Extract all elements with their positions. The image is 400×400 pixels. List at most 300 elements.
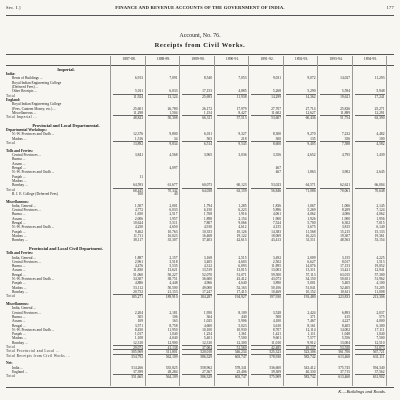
cell-value: 356 (344, 136, 350, 141)
cell-value: 71,086 (286, 188, 316, 193)
row-label: Bengal ... (12, 323, 26, 328)
cell-value: 4,062 (376, 212, 385, 217)
cell-value: 4,000 (376, 319, 385, 324)
cell-value: 40 (173, 191, 178, 196)
cell-value: 37,004 (182, 345, 212, 350)
cell-value: 5,268 (272, 89, 281, 94)
cell-value: 575 (379, 314, 385, 319)
row-label: Punjab ... (12, 281, 26, 286)
cell-value: 43,412 (236, 277, 247, 282)
cell-value: 2,645 (376, 170, 385, 175)
row-label: Royal Indian Engineering College (12, 102, 62, 107)
cell-value: 9,270 (307, 132, 316, 137)
cell-value: 8,540 (203, 76, 212, 81)
cell-value: 68,445 (113, 188, 143, 193)
cell-value: 11,830 (133, 268, 143, 273)
cell-value: 4,040 (169, 336, 178, 341)
cell-value: 10,930 (236, 327, 247, 332)
cell-value: 59,500 (271, 272, 281, 277)
cell-value: 9,327 (238, 132, 247, 137)
cell-value: 3,036 (238, 153, 247, 158)
cell-value: 561,706 (320, 349, 350, 354)
cell-value: 18,069 (271, 233, 281, 238)
cell-value: 10,763 (167, 229, 178, 234)
cell-value: 64,593 (133, 183, 143, 188)
cell-value: 62,621 (340, 183, 350, 188)
cell-value: 3,528 (272, 310, 281, 315)
cell-value: 10,469 (271, 289, 281, 294)
section-heading: Provincial and Local Civil Department. (29, 246, 103, 252)
cell-value: 53,112 (133, 285, 143, 290)
cell-value: 9,800 (169, 132, 178, 137)
account-number: Account, No. 76. (179, 33, 221, 39)
cell-value: 17,153 (202, 89, 212, 94)
table-subtitle: Receipts from Civil Works. (154, 42, 246, 49)
cell-value: 3,405 (203, 259, 212, 264)
cell-value: 613,460 (320, 374, 350, 379)
cell-value: 2,037 (376, 310, 385, 315)
cell-value: 1,006 (341, 203, 350, 208)
column-header: 1888-89. (156, 57, 171, 61)
row-label: Burma ... (12, 264, 26, 269)
cell-value: 305 (137, 314, 143, 319)
cell-value: 2,502 (272, 259, 281, 264)
cell-value: 51,041 (305, 285, 316, 290)
cell-value: 1,957 (169, 216, 178, 221)
cell-value: 43,413 (271, 238, 281, 243)
cell-value: 12,300 (236, 340, 247, 345)
cell-value: 1,887 (134, 255, 143, 260)
cell-value: 17,415 (236, 289, 247, 294)
cell-value: 2,204 (134, 310, 143, 315)
cell-value: 5,906 (238, 319, 247, 324)
cell-value: 8,209 (341, 208, 350, 213)
row-label: Total Receipts from Civil Works ... (6, 353, 71, 358)
cell-value: 1,421 (272, 332, 281, 337)
row-label: N.-W. Provinces and Oudh ... (12, 277, 55, 282)
cell-value: 3,492 (272, 255, 281, 260)
cell-value: 4,448 (169, 281, 178, 286)
cell-value: 1,916 (238, 212, 247, 217)
cell-value: 42,613 (236, 238, 247, 243)
cell-value: 51,071 (236, 272, 247, 277)
cell-value: 6,913 (134, 76, 143, 81)
cell-value: 440 (241, 314, 247, 319)
cell-value: 25,601 (133, 106, 143, 111)
cell-value: 7,124 (376, 208, 385, 213)
cell-value: 1,285 (238, 203, 247, 208)
row-label: Total (6, 141, 16, 146)
cell-value: 6,514 (182, 141, 212, 146)
table-row (6, 374, 394, 378)
cell-value: 3,890 (272, 281, 281, 286)
cell-value: 1,513 (376, 259, 385, 264)
cell-value: 4,910 (203, 225, 212, 230)
cell-value: 34 (173, 136, 178, 141)
cell-value: 64,571 (305, 183, 316, 188)
cell-value: 613,460 (320, 354, 350, 359)
cell-value: 6,300 (376, 323, 385, 328)
cell-value: 564,109 (148, 374, 178, 379)
cell-value: 13,519 (202, 268, 212, 273)
cell-value: 4,482 (376, 132, 385, 137)
cell-value: 40,330 (305, 369, 316, 374)
cell-value: 70,061 (320, 188, 350, 193)
cell-value: 8,109 (238, 310, 247, 315)
cell-value: 4,062 (307, 212, 316, 217)
row-label: Miscellaneous ... (12, 110, 37, 115)
row-label: Total (6, 93, 16, 98)
cell-value: 61,677 (167, 183, 178, 188)
running-header (6, 3, 394, 13)
column-header: 1893-94. (329, 57, 343, 61)
cell-value: 7,091 (169, 76, 178, 81)
cell-value: 13,003 (271, 268, 281, 273)
cell-value: 51,569 (217, 345, 247, 350)
cell-value: 1,025 (203, 319, 212, 324)
cell-value: 1,863 (307, 170, 316, 175)
row-label: Tolls and Ferries: (6, 148, 34, 153)
cell-value: 19,621 (320, 94, 350, 99)
cell-value: 4,795 (341, 153, 350, 158)
cell-value: 5,948 (376, 89, 385, 94)
cell-value: 1,040 (169, 332, 178, 337)
cell-value: 6,140 (376, 225, 385, 230)
cell-value: 3,610 (272, 323, 281, 328)
cell-value: 4,155 (272, 225, 281, 230)
cell-value: 1,504 (169, 110, 178, 115)
cell-value: 11,889 (340, 110, 350, 115)
cell-value: 11,298 (133, 110, 143, 115)
section-heading: Provincial and Local Departmental. (32, 122, 100, 128)
cell-value: 51,754 (320, 115, 350, 120)
cell-value: 50,500 (167, 285, 178, 290)
cell-value: 49,000 (202, 285, 212, 290)
cell-value: 11,008 (374, 289, 385, 294)
cell-value: 135 (310, 136, 316, 141)
cell-value: 511,801 (148, 349, 178, 354)
cell-value: 3,815 (341, 225, 350, 230)
cell-value: 9,834 (148, 141, 178, 146)
cell-value: 6,011 (204, 132, 212, 137)
cell-value: 189,910 (148, 294, 178, 299)
cell-value: 11,602 (271, 110, 281, 115)
cell-value: 1,048 (341, 332, 350, 337)
cell-value: 7,467 (307, 319, 316, 324)
cell-value: 16,223 (305, 233, 316, 238)
cell-value: 6,033 (169, 208, 178, 213)
cell-value: 578,930 (251, 354, 281, 359)
cell-value: 4,061 (272, 212, 281, 217)
row-label: India, General ... (12, 203, 37, 208)
column-header: 1887-88. (122, 57, 136, 61)
cell-value: 7,588 (320, 141, 350, 146)
cell-value: 13,421 (340, 268, 350, 273)
receipts-table (6, 67, 394, 385)
header-title: FINANCE AND REVENUE ACCOUNTS OF THE GOVERNMENT OF INDIA. (115, 5, 285, 10)
cell-value: 13,015 (236, 268, 247, 273)
cell-value: 35,307 (167, 238, 178, 243)
cell-value: 575,745 (338, 365, 350, 370)
row-label: Punjab ... (12, 229, 26, 234)
cell-value: 37,403 (202, 238, 212, 243)
cell-value: 53,023 (271, 183, 281, 188)
cell-value: 4,100 (376, 281, 385, 286)
cell-value: 15,215 (340, 229, 350, 234)
cell-value: 11,010 (271, 340, 281, 345)
cell-value: 1,516 (134, 136, 143, 141)
cell-value: 34,307 (133, 277, 143, 282)
cell-value: 56,846 (251, 188, 281, 193)
row-label: Assam ... (12, 161, 26, 166)
cell-value: 558,962 (200, 365, 212, 370)
cell-value: 7,524 (272, 221, 281, 226)
cell-value: 12,114 (305, 327, 316, 332)
row-label: India ... (12, 365, 23, 370)
row-label: Royal Indian Engineering College (12, 80, 62, 85)
cell-value: 567,721 (355, 349, 385, 354)
page-number: 177 (386, 5, 394, 10)
cell-value: 467 (275, 170, 281, 175)
column-header-rule-top (6, 54, 394, 55)
cell-value: 26,172 (202, 106, 212, 111)
cell-value: 25,406 (236, 369, 247, 374)
row-label: Miscellaneous: (6, 199, 29, 204)
cell-value: 4,250 (134, 225, 143, 230)
cell-value: 37,562 (374, 369, 385, 374)
cell-value: 100 (379, 136, 385, 141)
cell-value: 2,515 (238, 255, 247, 260)
cell-value: 1,650 (134, 212, 143, 217)
cell-value: 64,038 (182, 188, 212, 193)
cell-value: 19,361 (374, 233, 385, 238)
cell-value: 13,311 (305, 268, 316, 273)
cell-value: 5,405 (341, 281, 350, 286)
cell-value: 4,100 (272, 319, 281, 324)
cell-value: 3,168 (203, 255, 212, 260)
cell-value: 1,898 (203, 216, 212, 221)
row-label: Bombay ... (12, 340, 28, 345)
cell-value: 415 (344, 314, 350, 319)
cell-value: 218 (241, 136, 247, 141)
row-label: Bombay ... (12, 238, 28, 243)
cell-value: 50,651 (340, 277, 350, 282)
cell-value: 14,362 (286, 94, 316, 99)
row-label: Net: (6, 361, 13, 366)
cell-value: 63,159 (217, 188, 247, 193)
cell-value: 11,950 (167, 327, 178, 332)
cell-value: 19,307 (340, 233, 350, 238)
cell-value: 3,356 (272, 153, 281, 158)
cell-value: 10,100 (202, 327, 212, 332)
cell-value: 9,066 (238, 221, 247, 226)
cell-value: 4,600 (203, 323, 212, 328)
row-label: N.-W. Provinces and Oudh ... (12, 225, 55, 230)
cell-value: 11,568 (305, 229, 316, 234)
column-header: 1894-95. (363, 57, 378, 61)
cell-value: 20,752 (133, 289, 143, 294)
cell-value: 12,627 (305, 110, 316, 115)
cell-value: 37,715 (340, 369, 350, 374)
row-label: Assam ... (12, 319, 26, 324)
cell-value: 213,306 (355, 294, 385, 299)
cell-value: 50,106 (271, 285, 281, 290)
row-label: Punjab ... (12, 174, 26, 179)
cell-value: 4,652 (307, 153, 316, 158)
cell-value: 12,310 (133, 340, 143, 345)
row-label: Burma ... (12, 157, 26, 162)
cell-value: 17,241 (355, 94, 385, 99)
cell-value: 12,291 (374, 110, 385, 115)
cell-value: 48,563 (340, 238, 350, 243)
cell-value: 31,511 (305, 238, 316, 243)
cell-value: 7,015 (376, 221, 385, 226)
cell-value: 603,747 (217, 354, 247, 359)
row-label: Departmental Workshops: (6, 128, 47, 133)
cell-value: 6,627 (307, 259, 316, 264)
cell-value: 11,924 (113, 94, 143, 99)
cell-value: 5,700 (307, 221, 316, 226)
cell-value: 7,577 (307, 336, 316, 341)
cell-value: 8,600 (251, 141, 281, 146)
cell-value: 514,266 (131, 365, 143, 370)
cell-value: 14,027 (340, 76, 350, 81)
cell-value: 37,399 (133, 369, 143, 374)
cell-value: 8,758 (169, 323, 178, 328)
cell-value: 163 (172, 319, 178, 324)
cell-value: 546,234 (217, 349, 247, 354)
cell-value: 1,900 (341, 216, 350, 221)
cell-value: 14,076 (305, 264, 316, 269)
cell-value: 9,031 (272, 76, 281, 81)
cell-value: 554,792 (113, 354, 143, 359)
cell-value: 27,367 (202, 369, 212, 374)
cell-value: 578,341 (234, 365, 247, 370)
row-label: Bengal ... (12, 166, 26, 171)
cell-value: 10,152 (305, 289, 316, 294)
cell-value: 51,073 (355, 345, 385, 350)
cell-value: 9,912 (307, 340, 316, 345)
cell-value: 4,966 (203, 281, 212, 286)
cell-value: 17,111 (374, 327, 385, 332)
cell-value: 11 (139, 174, 143, 179)
column-header: 1892-93. (294, 57, 309, 61)
cell-value: 10,611 (340, 289, 350, 294)
cell-value: 8,017 (341, 259, 350, 264)
cell-value: 9,601 (272, 336, 281, 341)
cell-value: 5,401 (203, 336, 212, 341)
cell-value: 371 (310, 314, 316, 319)
cell-value: 52,405 (340, 285, 350, 290)
row-label: Bengal ... (12, 221, 26, 226)
cell-value: 5,556 (341, 336, 350, 341)
cell-value: 3,155 (341, 255, 350, 260)
column-header: 1890-91. (225, 57, 240, 61)
cell-value: 467 (275, 166, 281, 171)
row-label: Burma ... (12, 212, 26, 217)
cell-value: 5,023 (238, 323, 247, 328)
cell-value: 1,836 (272, 203, 281, 208)
cell-value: 3,841 (134, 153, 143, 158)
row-label: Central Provinces ... (12, 310, 42, 315)
cell-value: 6,093 (238, 264, 247, 269)
row-label: Madras ... (12, 285, 27, 290)
cell-value: 14,383 (271, 229, 281, 234)
cell-value: 4,227 (341, 319, 350, 324)
cell-value: 2,006 (134, 216, 143, 221)
cell-value: 36,600 (202, 277, 212, 282)
cell-value: 9,545 (217, 141, 247, 146)
cell-value: 4,225 (376, 255, 385, 260)
row-label: Assam ... (12, 268, 26, 273)
cell-value: 6,033 (169, 89, 178, 94)
row-label: Total (6, 294, 16, 299)
cell-value: 4,006 (341, 212, 350, 217)
row-label: Total Provincial and Local ... (6, 349, 60, 354)
cell-value: 8,161 (307, 323, 316, 328)
cell-value: 17,247 (202, 289, 212, 294)
row-label: Assam ... (12, 216, 26, 221)
cell-value: 1,439 (376, 153, 385, 158)
cell-value: 25,826 (340, 106, 350, 111)
cell-value: 8,405 (341, 323, 350, 328)
cell-value: 25,271 (374, 106, 385, 111)
section-ref: Sec. I.] (6, 5, 21, 10)
cell-value: 8,707 (272, 327, 281, 332)
cell-value: 4,476 (134, 264, 143, 269)
cell-value: 12,900 (167, 340, 178, 345)
cell-value: 11,938 (217, 94, 247, 99)
cell-value: 1,926 (307, 216, 316, 221)
row-label: Central Provinces ... (12, 259, 42, 264)
cell-value: 12,310 (202, 340, 212, 345)
row-label: Madras ... (12, 336, 27, 341)
cell-value: 2,001 (169, 203, 178, 208)
column-header: 1889-90. (191, 57, 205, 61)
cell-value: 29,074 (113, 345, 143, 350)
row-label: Total (6, 187, 16, 192)
row-label: R. I. E. College (Deferred Fees) (12, 191, 58, 196)
cell-value: 4,603 (238, 259, 247, 264)
column-header: 1891-92. (260, 57, 274, 61)
cell-value: 6,150 (203, 208, 212, 213)
row-label: N.-W. Provinces and Oudh ... (12, 170, 55, 175)
cell-value: 17,979 (236, 106, 247, 111)
cell-value: 4,568 (169, 153, 178, 158)
row-label: Tolls and Ferries: (6, 251, 34, 256)
row-label: N.-W. Provinces and Oudh ... (12, 327, 55, 332)
cell-value: 16,468 (202, 233, 212, 238)
cell-value: 3,965 (203, 153, 212, 158)
cell-value: 12,376 (133, 132, 143, 137)
row-label: Punjab ... (12, 332, 26, 337)
cell-value: 13,621 (167, 268, 178, 273)
cell-value: 8,300 (272, 132, 281, 137)
cell-value: 57,113 (305, 272, 316, 277)
cell-value: 5,594 (341, 89, 350, 94)
cell-value: 6,302 (341, 221, 350, 226)
cell-value: 17,153 (340, 264, 350, 269)
cell-value: 594,340 (372, 365, 385, 370)
cell-value: 1,108 (134, 336, 143, 341)
cell-value: 586,329 (182, 374, 212, 379)
cell-value: 1,154 (203, 110, 212, 115)
cell-value: 551,665 (113, 374, 143, 379)
cell-value: 5,511 (169, 221, 178, 226)
cell-value: 3,518 (169, 259, 178, 264)
cell-value: 184,287 (182, 294, 212, 299)
cell-value: 57,300 (374, 272, 385, 277)
